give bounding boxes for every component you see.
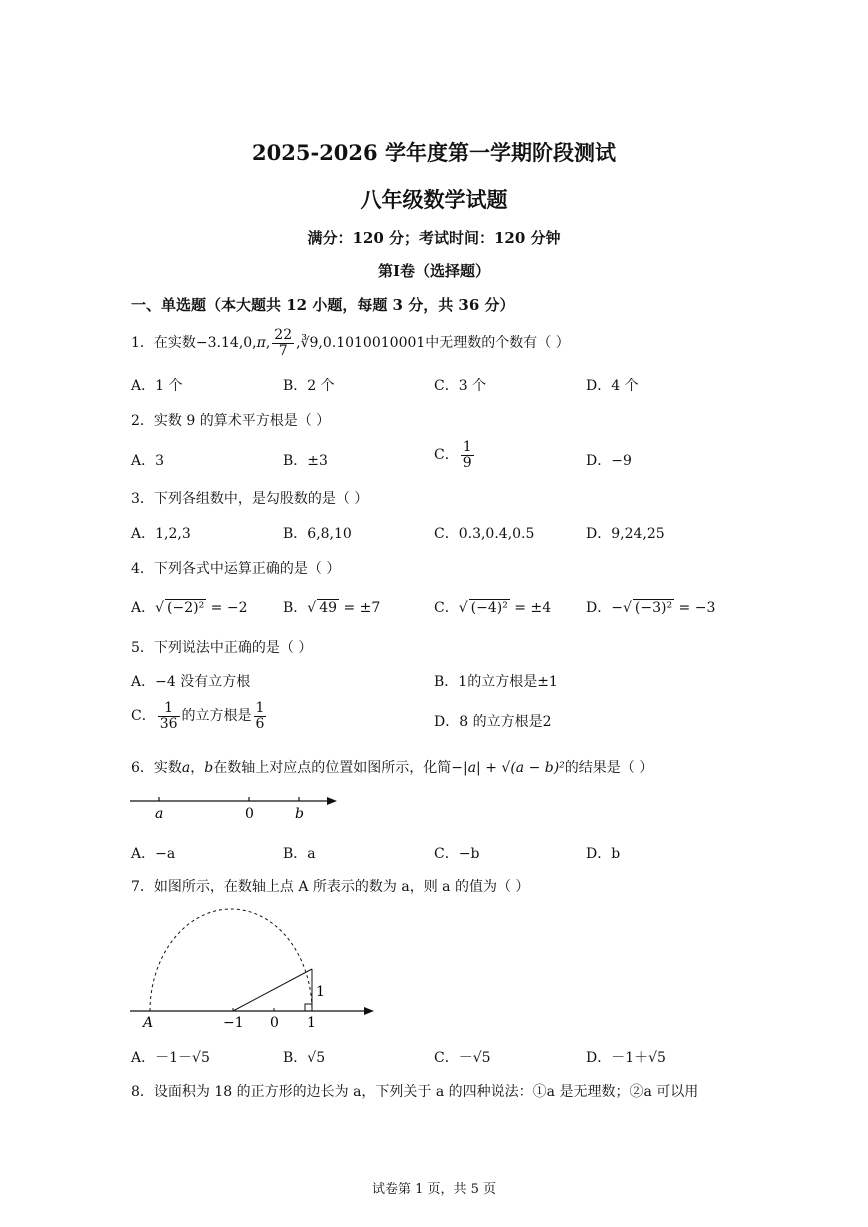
q1-list: −3.14,0, — [195, 335, 257, 352]
q1-pi: π — [256, 335, 266, 352]
q1-comma2: , — [296, 335, 301, 352]
q5-c-label: C． — [131, 708, 156, 725]
q5-option-c[interactable] — [131, 701, 268, 731]
q5-c-num2: 1 — [255, 700, 265, 716]
q2-option-b[interactable]: B．±3 — [283, 453, 328, 469]
q1-post: 中无理数的个数有（ ） — [425, 335, 570, 352]
q1-fraction — [272, 328, 294, 358]
q7-dashed-arc — [150, 909, 312, 1011]
q4-a-radicand: (−2)² — [167, 600, 205, 616]
q4-d-rhs: = −3 — [674, 600, 716, 616]
q7-label-zero: 0 — [270, 1015, 279, 1031]
q2-option-d[interactable]: D．−9 — [586, 453, 632, 469]
question-6 — [131, 757, 653, 777]
q7-axis-arrow — [364, 1007, 374, 1015]
q6-label-b: b — [295, 806, 304, 822]
q1-option-d[interactable]: D．4 个 — [586, 378, 639, 394]
q1-frac-num: 22 — [274, 327, 293, 343]
q5-c-den2: 6 — [255, 715, 265, 732]
q4-d-label: D． — [586, 600, 612, 616]
q6-option-b[interactable]: B．a — [283, 846, 316, 862]
q4-option-c[interactable] — [434, 597, 551, 617]
q4-c-rhs: = ±4 — [509, 600, 552, 616]
q3-option-b[interactable]: B．6,8,10 — [283, 526, 352, 542]
q4-d-root: √ — [622, 600, 632, 616]
q7-option-c[interactable]: C．－√5 — [434, 1050, 491, 1066]
q2-option-c[interactable] — [434, 440, 476, 470]
q1-tail: ,0.1010010001 — [318, 335, 426, 352]
q3-option-a[interactable]: A．1,2,3 — [131, 526, 191, 542]
q7-option-b[interactable]: B．√5 — [283, 1050, 326, 1066]
q1-frac-den: 7 — [278, 342, 288, 359]
q5-c-fraction-2 — [254, 701, 267, 731]
q4-c-radicand: (−4)² — [470, 600, 508, 616]
q7-label-A: A — [143, 1015, 154, 1031]
q1-option-b[interactable]: B．2 个 — [283, 378, 335, 394]
q2-c-den: 9 — [462, 454, 472, 471]
q7-label-one: 1 — [307, 1015, 316, 1031]
q4-b-label: B． — [283, 600, 308, 616]
q6-label-a: a — [155, 806, 164, 822]
q6-label-zero: 0 — [245, 806, 254, 822]
q4-a-rhs: = −2 — [206, 600, 248, 616]
q7-right-angle-mark — [305, 1004, 312, 1011]
q5-option-b[interactable]: B．1的立方根是±1 — [434, 674, 558, 690]
q2-c-num: 1 — [462, 439, 472, 455]
q2-c-label: C． — [434, 447, 459, 464]
page-footer: 试卷第 1 页，共 5 页 — [371, 1182, 497, 1197]
q7-figure — [125, 900, 385, 1035]
q6-pre: 6．实数 — [131, 760, 182, 776]
question-4: 4．下列各式中运算正确的是（ ） — [131, 561, 341, 577]
q4-b-root: √ — [307, 600, 317, 616]
question-7: 7．如图所示，在数轴上点 A 所表示的数为 a，则 a 的值为（ ） — [131, 879, 530, 895]
q2-c-fraction — [461, 440, 474, 470]
q6-var-b: b — [204, 760, 214, 776]
q1-cbrt: ∛9 — [300, 335, 319, 352]
q4-b-radicand: 49 — [319, 600, 338, 616]
q4-option-a[interactable] — [131, 597, 248, 617]
q7-option-a[interactable]: A．－1－√5 — [131, 1050, 210, 1066]
q7-option-d[interactable]: D．－1＋√5 — [586, 1050, 666, 1066]
q7-label-side: 1 — [316, 984, 325, 1000]
q1-comma: , — [265, 335, 271, 352]
q1-option-a[interactable]: A．1 个 — [131, 378, 183, 394]
q5-option-a[interactable]: A．−4 没有立方根 — [131, 674, 251, 690]
q5-option-d[interactable]: D．8 的立方根是2 — [434, 714, 552, 730]
exam-subtitle: 八年级数学试题 — [360, 187, 508, 212]
q4-a-root: √ — [155, 600, 165, 616]
question-5: 5．下列说法中正确的是（ ） — [131, 640, 313, 656]
q4-c-root: √ — [458, 600, 468, 616]
question-1 — [131, 328, 570, 358]
q5-c-fraction-1 — [158, 701, 180, 731]
q2-option-a[interactable]: A．3 — [131, 453, 165, 469]
q6-option-d[interactable]: D．b — [586, 846, 621, 862]
section-heading: 一、单选题（本大题共 12 小题，每题 3 分，共 36 分） — [131, 296, 515, 314]
q6-number-line — [125, 788, 345, 824]
q5-c-num1: 1 — [158, 701, 180, 717]
question-2: 2．实数 9 的算术平方根是（ ） — [131, 413, 331, 429]
q6-mid: 在数轴上对应点的位置如图所示，化简 — [213, 760, 452, 776]
exam-meta: 满分：120 分；考试时间：120 分钟 — [307, 229, 561, 247]
q1-pre: 1．在实数 — [131, 335, 196, 352]
q6-option-a[interactable]: A．−a — [131, 846, 176, 862]
q6-sep: ， — [190, 760, 205, 776]
exam-title: 2025-2026 学年度第一学期阶段测试 — [252, 140, 616, 165]
q1-option-c[interactable]: C．3 个 — [434, 378, 487, 394]
q7-hypotenuse — [233, 969, 312, 1011]
q3-option-d[interactable]: D．9,24,25 — [586, 526, 665, 542]
q4-option-d[interactable] — [586, 597, 715, 617]
q6-expression: −|a| + √(a − b)² — [451, 760, 565, 776]
q4-d-minus: − — [611, 600, 623, 616]
q6-post: 的结果是（ ） — [564, 760, 654, 776]
q4-c-label: C． — [434, 600, 459, 616]
q7-label-neg1: −1 — [223, 1015, 244, 1031]
q4-b-rhs: = ±7 — [339, 600, 381, 616]
q6-var-a: a — [181, 760, 191, 776]
question-8: 8．设面积为 18 的正方形的边长为 a，下列关于 a 的四种说法：①a 是无理数；②a 可以用 — [131, 1084, 699, 1100]
q6-option-c[interactable]: C．−b — [434, 846, 480, 862]
q5-c-mid: 的立方根是 — [181, 708, 252, 725]
q4-a-label: A． — [131, 600, 156, 616]
q3-option-c[interactable]: C．0.3,0.4,0.5 — [434, 526, 535, 542]
q4-option-b[interactable] — [283, 597, 380, 617]
q6-axis-arrow — [327, 797, 337, 805]
q5-c-den1: 36 — [159, 715, 178, 732]
q4-d-radicand: (−3)² — [634, 600, 673, 616]
volume-heading: 第Ⅰ卷（选择题） — [377, 262, 491, 280]
question-3: 3．下列各组数中，是勾股数的是（ ） — [131, 491, 369, 507]
